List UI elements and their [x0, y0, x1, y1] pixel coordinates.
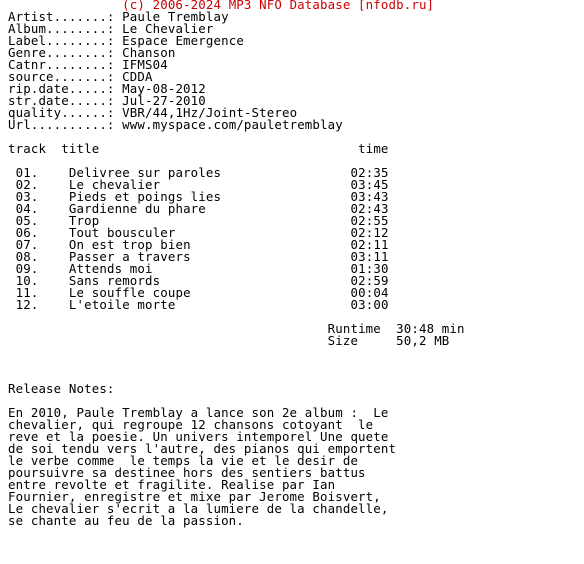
track-time: 02:12	[350, 225, 389, 240]
tracklist-header	[8, 143, 578, 155]
field-value: Espace Emergence	[122, 33, 244, 48]
field-value: Paule Tremblay	[122, 9, 229, 24]
runtime-value: 30:48 min	[396, 321, 465, 336]
track-time: 02:43	[350, 201, 389, 216]
release-notes-line: de soi tendu vers l'autre, des pianos qui emportent	[8, 441, 397, 456]
track-title: On est trop bien	[68, 237, 191, 252]
field-value: CDDA	[122, 69, 153, 84]
track-row	[8, 299, 578, 311]
track-title: Sans remords	[68, 273, 161, 288]
track-column-header: track	[8, 141, 47, 156]
release-notes-line: le verbe comme le temps la vie et le desir de	[8, 453, 359, 468]
release-notes-line: se chante au feu de la passion.	[8, 513, 244, 528]
track-number: 01.	[15, 165, 39, 180]
field-label: str.date.....:	[8, 93, 115, 108]
track-time: 02:55	[350, 213, 389, 228]
track-time: 00:04	[350, 285, 389, 300]
track-number: 12.	[15, 297, 39, 312]
track-title: Passer a travers	[68, 249, 191, 264]
field-label: Catnr........:	[8, 57, 115, 72]
track-time: 03:11	[350, 249, 389, 264]
field-label: Artist.......:	[8, 9, 115, 24]
track-number: 11.	[15, 285, 39, 300]
release-notes-body	[8, 407, 578, 527]
track-time: 03:00	[350, 297, 389, 312]
track-time: 03:43	[350, 189, 389, 204]
release-notes-line: reve et la poesie. Un univers intemporel Une quete	[8, 429, 389, 444]
field-label: source.......:	[8, 69, 115, 84]
track-number: 07.	[15, 237, 39, 252]
release-notes-line: chevalier, qui regroupe 12 chansons cotoyant le	[8, 417, 374, 432]
track-time: 02:11	[350, 237, 389, 252]
time-column-header: time	[358, 141, 389, 156]
track-list	[8, 167, 578, 311]
blank-line	[8, 359, 578, 371]
title-column-header: title	[61, 141, 100, 156]
field-value: VBR/44,1Hz/Joint-Stereo	[122, 105, 298, 120]
track-number: 06.	[15, 225, 39, 240]
blank-line	[8, 347, 578, 359]
track-title: Le souffle coupe	[68, 285, 191, 300]
nfo-document	[8, 0, 578, 527]
track-number: 03.	[15, 189, 39, 204]
track-time: 02:35	[350, 165, 389, 180]
field-label: Genre........:	[8, 45, 115, 60]
release-notes-line: Le chevalier s'ecrit a la lumiere de la chandelle,	[8, 501, 389, 516]
track-number: 04.	[15, 201, 39, 216]
track-title: Pieds et poings lies	[68, 189, 222, 204]
field-label: Url..........:	[8, 117, 115, 132]
field-label: Label........:	[8, 33, 115, 48]
track-time: 02:59	[350, 273, 389, 288]
track-time: 03:45	[350, 177, 389, 192]
track-title: Gardienne du phare	[68, 201, 206, 216]
copyright-banner: (c) 2006-2024 MP3 NFO Database [nfodb.ru]	[122, 0, 435, 12]
release-notes-line: entre revolte et fragilite. Realise par Ian	[8, 477, 336, 492]
track-number: 02.	[15, 177, 39, 192]
field-value: IFMS04	[122, 57, 168, 72]
field-value: Jul-27-2010	[122, 93, 206, 108]
field-label: Album........:	[8, 21, 115, 36]
field-label: quality......:	[8, 105, 115, 120]
track-title: Delivree sur paroles	[68, 165, 222, 180]
track-number: 09.	[15, 261, 39, 276]
field-label: rip.date.....:	[8, 81, 115, 96]
track-number: 05.	[15, 213, 39, 228]
field-value: www.myspace.com/pauletremblay	[122, 117, 343, 132]
track-number: 10.	[15, 273, 39, 288]
track-time: 01:30	[350, 261, 389, 276]
field-value: Le Chevalier	[122, 21, 214, 36]
track-title: L'etoile morte	[68, 297, 176, 312]
field-value: May-08-2012	[122, 81, 206, 96]
track-number: 08.	[15, 249, 39, 264]
size-label: Size	[327, 333, 359, 348]
track-title: Trop	[68, 213, 100, 228]
field-value: Chanson	[122, 45, 176, 60]
track-title: Attends moi	[68, 261, 153, 276]
track-title: Le chevalier	[68, 177, 161, 192]
field-url	[8, 119, 578, 131]
release-notes-line: Fournier, enregistre et mixe par Jerome Boisvert,	[8, 489, 381, 504]
release-notes-line: En 2010, Paule Tremblay a lance son 2e album : Le	[8, 405, 389, 420]
runtime-label: Runtime	[327, 321, 381, 336]
size-line	[8, 335, 578, 347]
size-value: 50,2 MB	[396, 333, 450, 348]
release-notes-heading: Release Notes:	[8, 381, 115, 396]
track-title: Tout bousculer	[68, 225, 176, 240]
release-notes-line: poursuivre sa destinee hors des sentiers battus	[8, 465, 366, 480]
